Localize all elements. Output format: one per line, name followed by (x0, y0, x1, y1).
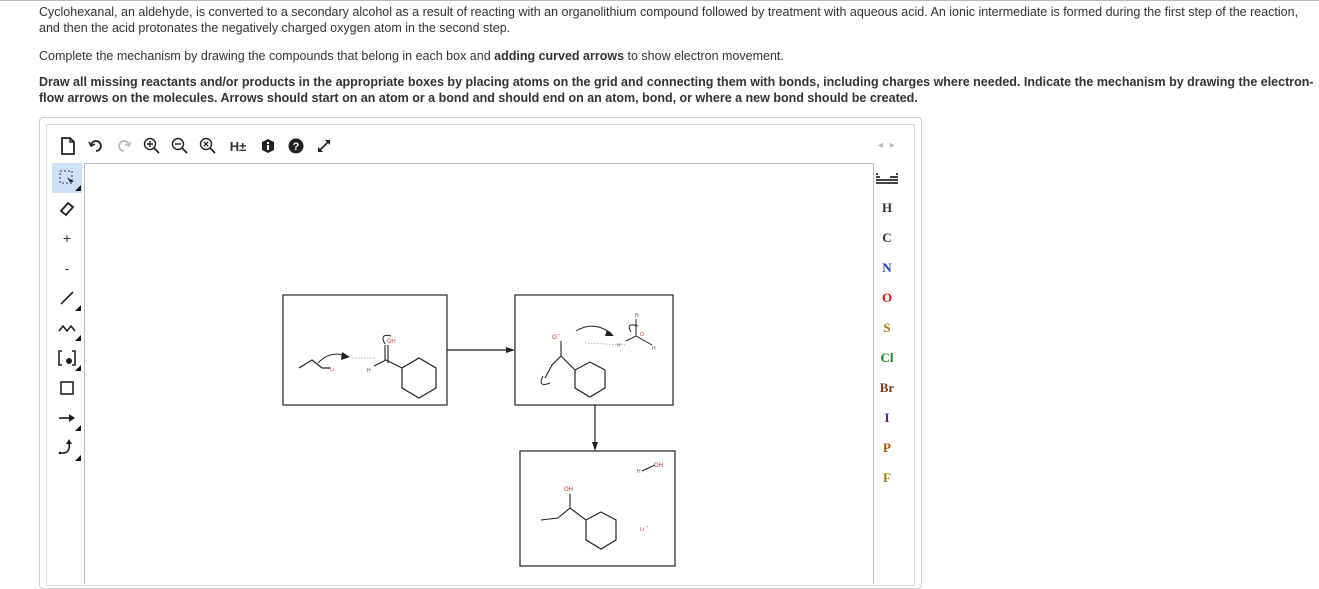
cyclohexane-ring-2 (575, 362, 605, 397)
element-n-button[interactable]: N (882, 260, 892, 275)
toggle-hydrogens-button[interactable]: H± (229, 138, 247, 154)
li-charge: + (646, 524, 649, 529)
h-right-label: H (652, 346, 656, 352)
element-f-button[interactable]: F (883, 470, 891, 485)
curved-arrow-1-head (341, 352, 350, 360)
li-label: Li (330, 367, 334, 373)
element-br-button[interactable]: Br (879, 380, 895, 395)
o-plus-label: O (640, 332, 644, 338)
cyclohexane-ring-3 (586, 512, 616, 549)
element-i-button[interactable]: I (884, 410, 890, 425)
p2-text-c: to show electron movement. (624, 49, 784, 63)
water-h-label: H (637, 469, 641, 475)
li-plus-label: Li (640, 527, 644, 533)
cyclohexane-ring-1 (402, 358, 436, 398)
element-c-button[interactable]: C (882, 230, 892, 245)
curved-arrow-3-head (605, 330, 614, 336)
propyl-chain (299, 360, 330, 368)
element-p-button[interactable]: P (883, 440, 891, 455)
reaction-arrow-1-head (506, 347, 515, 353)
decrease-charge-tool[interactable]: - (64, 260, 70, 276)
question-instructions: Draw all missing reactants and/or products in the appropriate boxes by placing atoms on the grid and connecting them with bonds, including charges where needed. Indicate the mechanism by drawing the electron-flow arrows on the molecules. Arrows should start on an atom or a bond and should end on an atom, bond, or where a new bond should be created. (39, 75, 1314, 105)
negative-charge: − (557, 332, 560, 338)
svg-text:?: ? (292, 141, 300, 153)
alcohol-bonds (541, 494, 586, 520)
h-left-label: H (617, 343, 621, 349)
question-paragraph-1: Cyclohexanal, an aldehyde, is converted to a secondary alcohol as a result of reacting with an organolithium compound followed by treatment with aqueous acid. An ionic intermediate is formed during the first step of the reaction, and then the acid protonates the negatively charged oxygen atom in the second step. (39, 5, 1299, 35)
element-cl-button[interactable]: Cl (880, 350, 894, 365)
h-top-label: H (635, 313, 639, 319)
aldehyde-bonds (374, 360, 402, 368)
element-h-button[interactable]: H (881, 200, 893, 215)
o-minus-label: O (552, 335, 557, 341)
mechanism-box-3[interactable] (520, 451, 675, 566)
curved-arrow-5 (629, 325, 638, 332)
element-nav-arrows[interactable]: ◂ ▸ (878, 140, 897, 151)
p2-text-a: Complete the mechanism by drawing the compounds that belong in each box and (39, 49, 495, 63)
hydronium-bonds (626, 319, 652, 345)
alkoxide-bonds (545, 356, 575, 378)
water-oh-label: OH (654, 463, 663, 469)
h-label-2: H (367, 368, 371, 374)
reaction-arrow-2-head (592, 442, 598, 451)
h-label-1: H (392, 339, 396, 345)
mechanism-box-2[interactable] (515, 295, 673, 405)
element-s-button[interactable]: S (883, 320, 891, 335)
mechanism-box-1[interactable] (283, 295, 447, 405)
oh-label: OH (564, 487, 573, 493)
increase-charge-tool[interactable]: + (62, 230, 72, 246)
p2-emphasis: adding curved arrows (494, 49, 625, 63)
o-label-1: O (387, 339, 392, 345)
element-o-button[interactable]: O (881, 290, 893, 305)
